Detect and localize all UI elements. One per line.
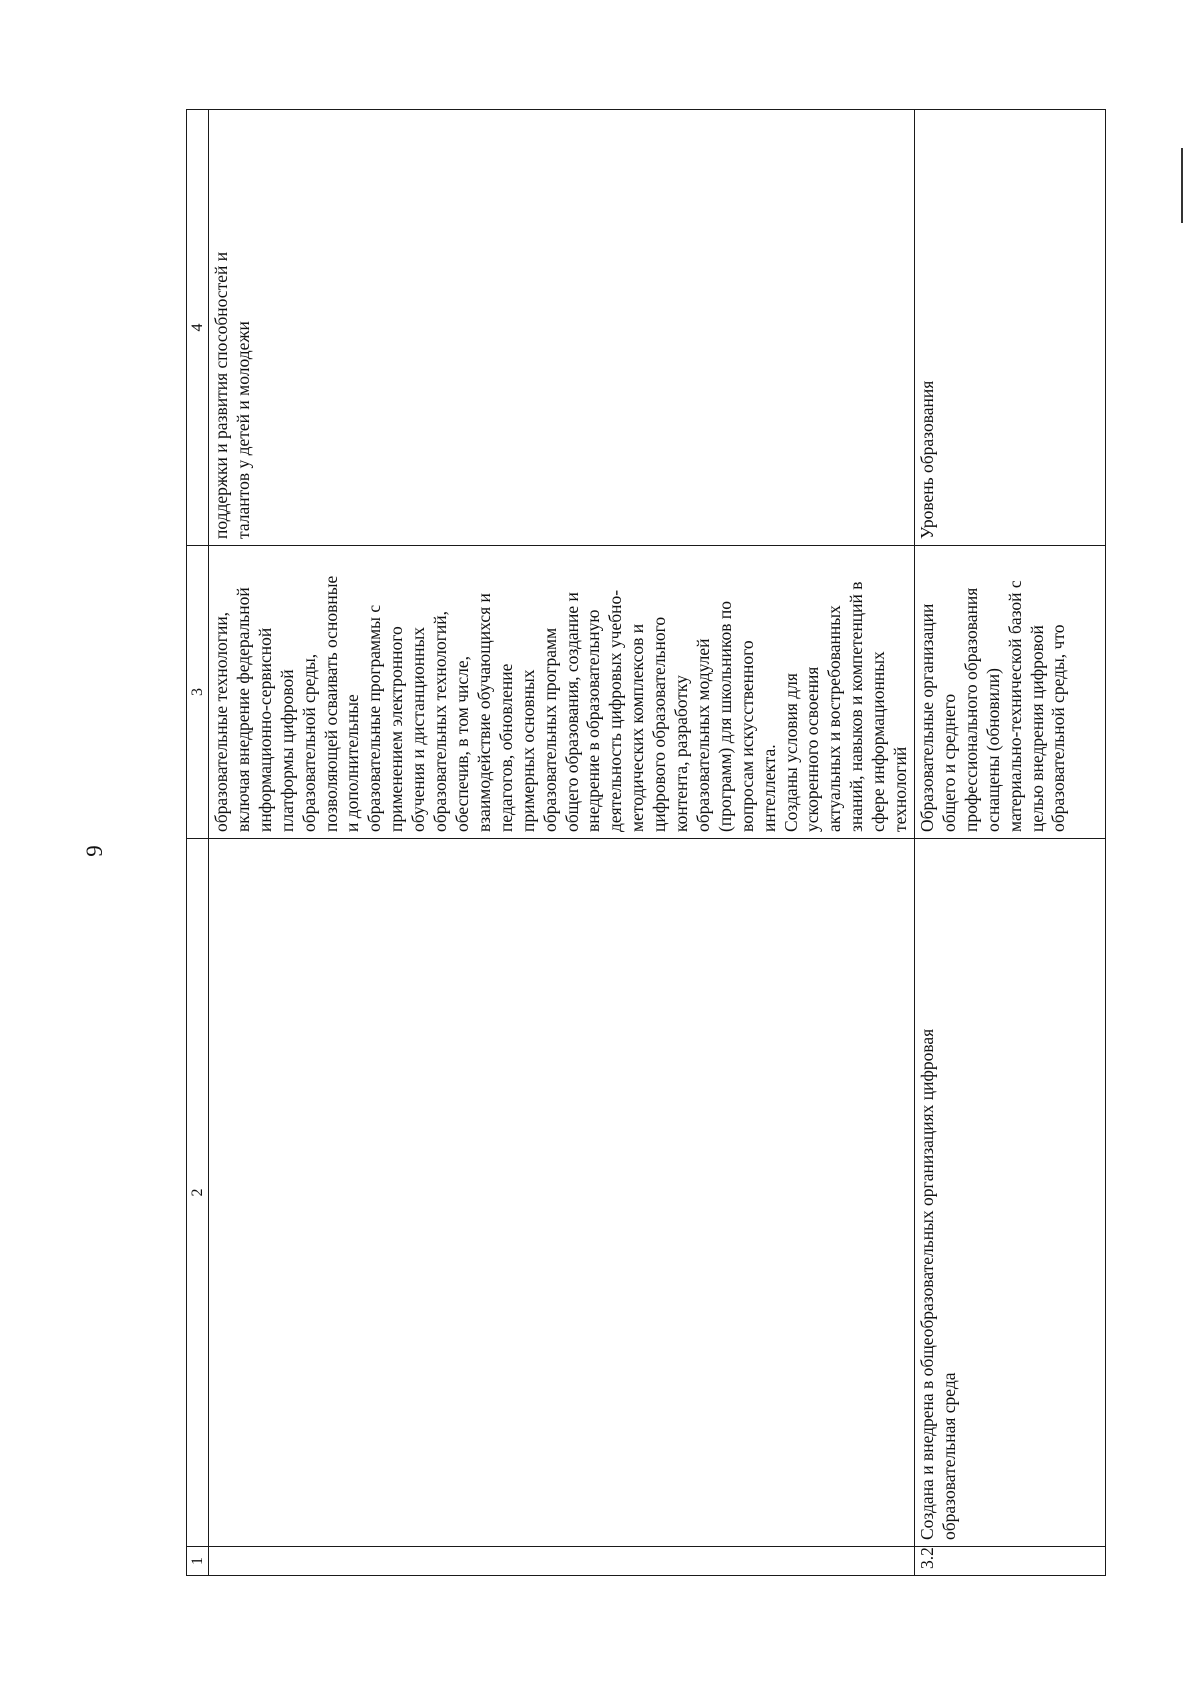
cell-text-line: ускоренного освоения (802, 666, 823, 832)
cell-text-line: (программ) для школьников по (714, 601, 735, 832)
cell-text-line: применением электронного (386, 626, 407, 832)
cell-text-line: оснащены (обновили) (982, 668, 1003, 832)
cell-text-line: интеллекта. (758, 744, 779, 832)
cell-text-line: профессионального образования (960, 587, 981, 832)
cell-text-line: образовательных программ (539, 627, 560, 832)
table-header-row (187, 110, 209, 1576)
cell-text-line: сфере информационных (868, 651, 889, 832)
cell-text-line: взаимодействие обучающихся и (473, 593, 494, 832)
cell-text-line: общего и среднего (938, 693, 959, 832)
cell-text-line: образовательная среда (938, 1372, 959, 1540)
cell-text-line: технологий (890, 746, 911, 832)
cell-text-line: вопросам искусственного (736, 640, 757, 832)
cell-text-line: талантов у детей и молодежи (232, 321, 253, 539)
rotated-table-frame (186, 110, 1106, 1576)
cell-text-line: поддержки и развития способностей и (211, 251, 231, 539)
cell-text-line: платформы цифровой (276, 669, 297, 832)
cell-text-line: Образовательные организации (917, 603, 937, 832)
cell-text-line: образовательные технологии, (211, 611, 231, 832)
cell-text-line: контента, разработку (671, 675, 692, 832)
result-cell (915, 839, 1106, 1547)
cell-text-line: актуальных и востребованных (824, 605, 845, 832)
row-number-cell: 3.2 (915, 1547, 1106, 1576)
cell-text-line: образовательной среды, что (1048, 624, 1069, 832)
cell-text-line: методических комплексов и (627, 623, 648, 832)
cell-text-line: примерных основных (517, 669, 538, 832)
cell-text-line: материально-технической базой с (1004, 580, 1025, 832)
result-cell (209, 839, 915, 1547)
cell-text-line: информационно-сервисной (254, 627, 275, 832)
header-cell-4: 4 (187, 110, 209, 546)
cell-text-line: общего образования, создание и (561, 592, 582, 832)
cell-text-line: образовательных модулей (692, 638, 713, 832)
description-cell (209, 546, 915, 839)
cell-text-line: образовательных технологий, (430, 610, 451, 832)
cell-text-line: целью внедрения цифровой (1026, 625, 1047, 832)
table-row (915, 110, 1106, 1576)
cell-text-line: Уровень образования (917, 380, 937, 539)
cell-text-line: цифрового образовательного (649, 616, 670, 832)
cell-text-line: и дополнительные (342, 694, 363, 832)
header-cell-3: 3 (187, 546, 209, 839)
scan-edge-mark (1181, 148, 1183, 223)
cell-text-line: знаний, навыков и компетенций в (846, 581, 867, 832)
page-number: 9 (82, 845, 107, 857)
row-number-cell (209, 1547, 915, 1576)
table-row (209, 110, 915, 1576)
rotated-table-container (186, 110, 1106, 1576)
header-cell-2: 2 (187, 839, 209, 1547)
cell-text-line: Создана и внедрена в общеобразовательных организациях цифровая (917, 1028, 937, 1540)
cell-text-line: включая внедрение федеральной (232, 587, 253, 832)
cell-text-line: деятельность цифровых учебно- (605, 589, 626, 832)
cell-text-line: внедрение в образовательную (583, 609, 604, 832)
level-cell (209, 110, 915, 546)
cell-text-line: Созданы условия для (780, 673, 801, 832)
cell-text-line: педагогов, обновление (495, 663, 516, 832)
cell-text-line: обеспечив, в том числе, (451, 656, 472, 832)
measures-table (186, 109, 1106, 1576)
description-cell (915, 546, 1106, 839)
level-cell (915, 110, 1106, 546)
cell-text-line: обучения и дистанционных (408, 627, 429, 832)
cell-text-line: позволяющей осваивать основные (320, 575, 341, 832)
cell-text-line: образовательные программы с (364, 604, 385, 832)
header-cell-1: 1 (187, 1547, 209, 1576)
cell-text-line: образовательной среды, (298, 653, 319, 832)
